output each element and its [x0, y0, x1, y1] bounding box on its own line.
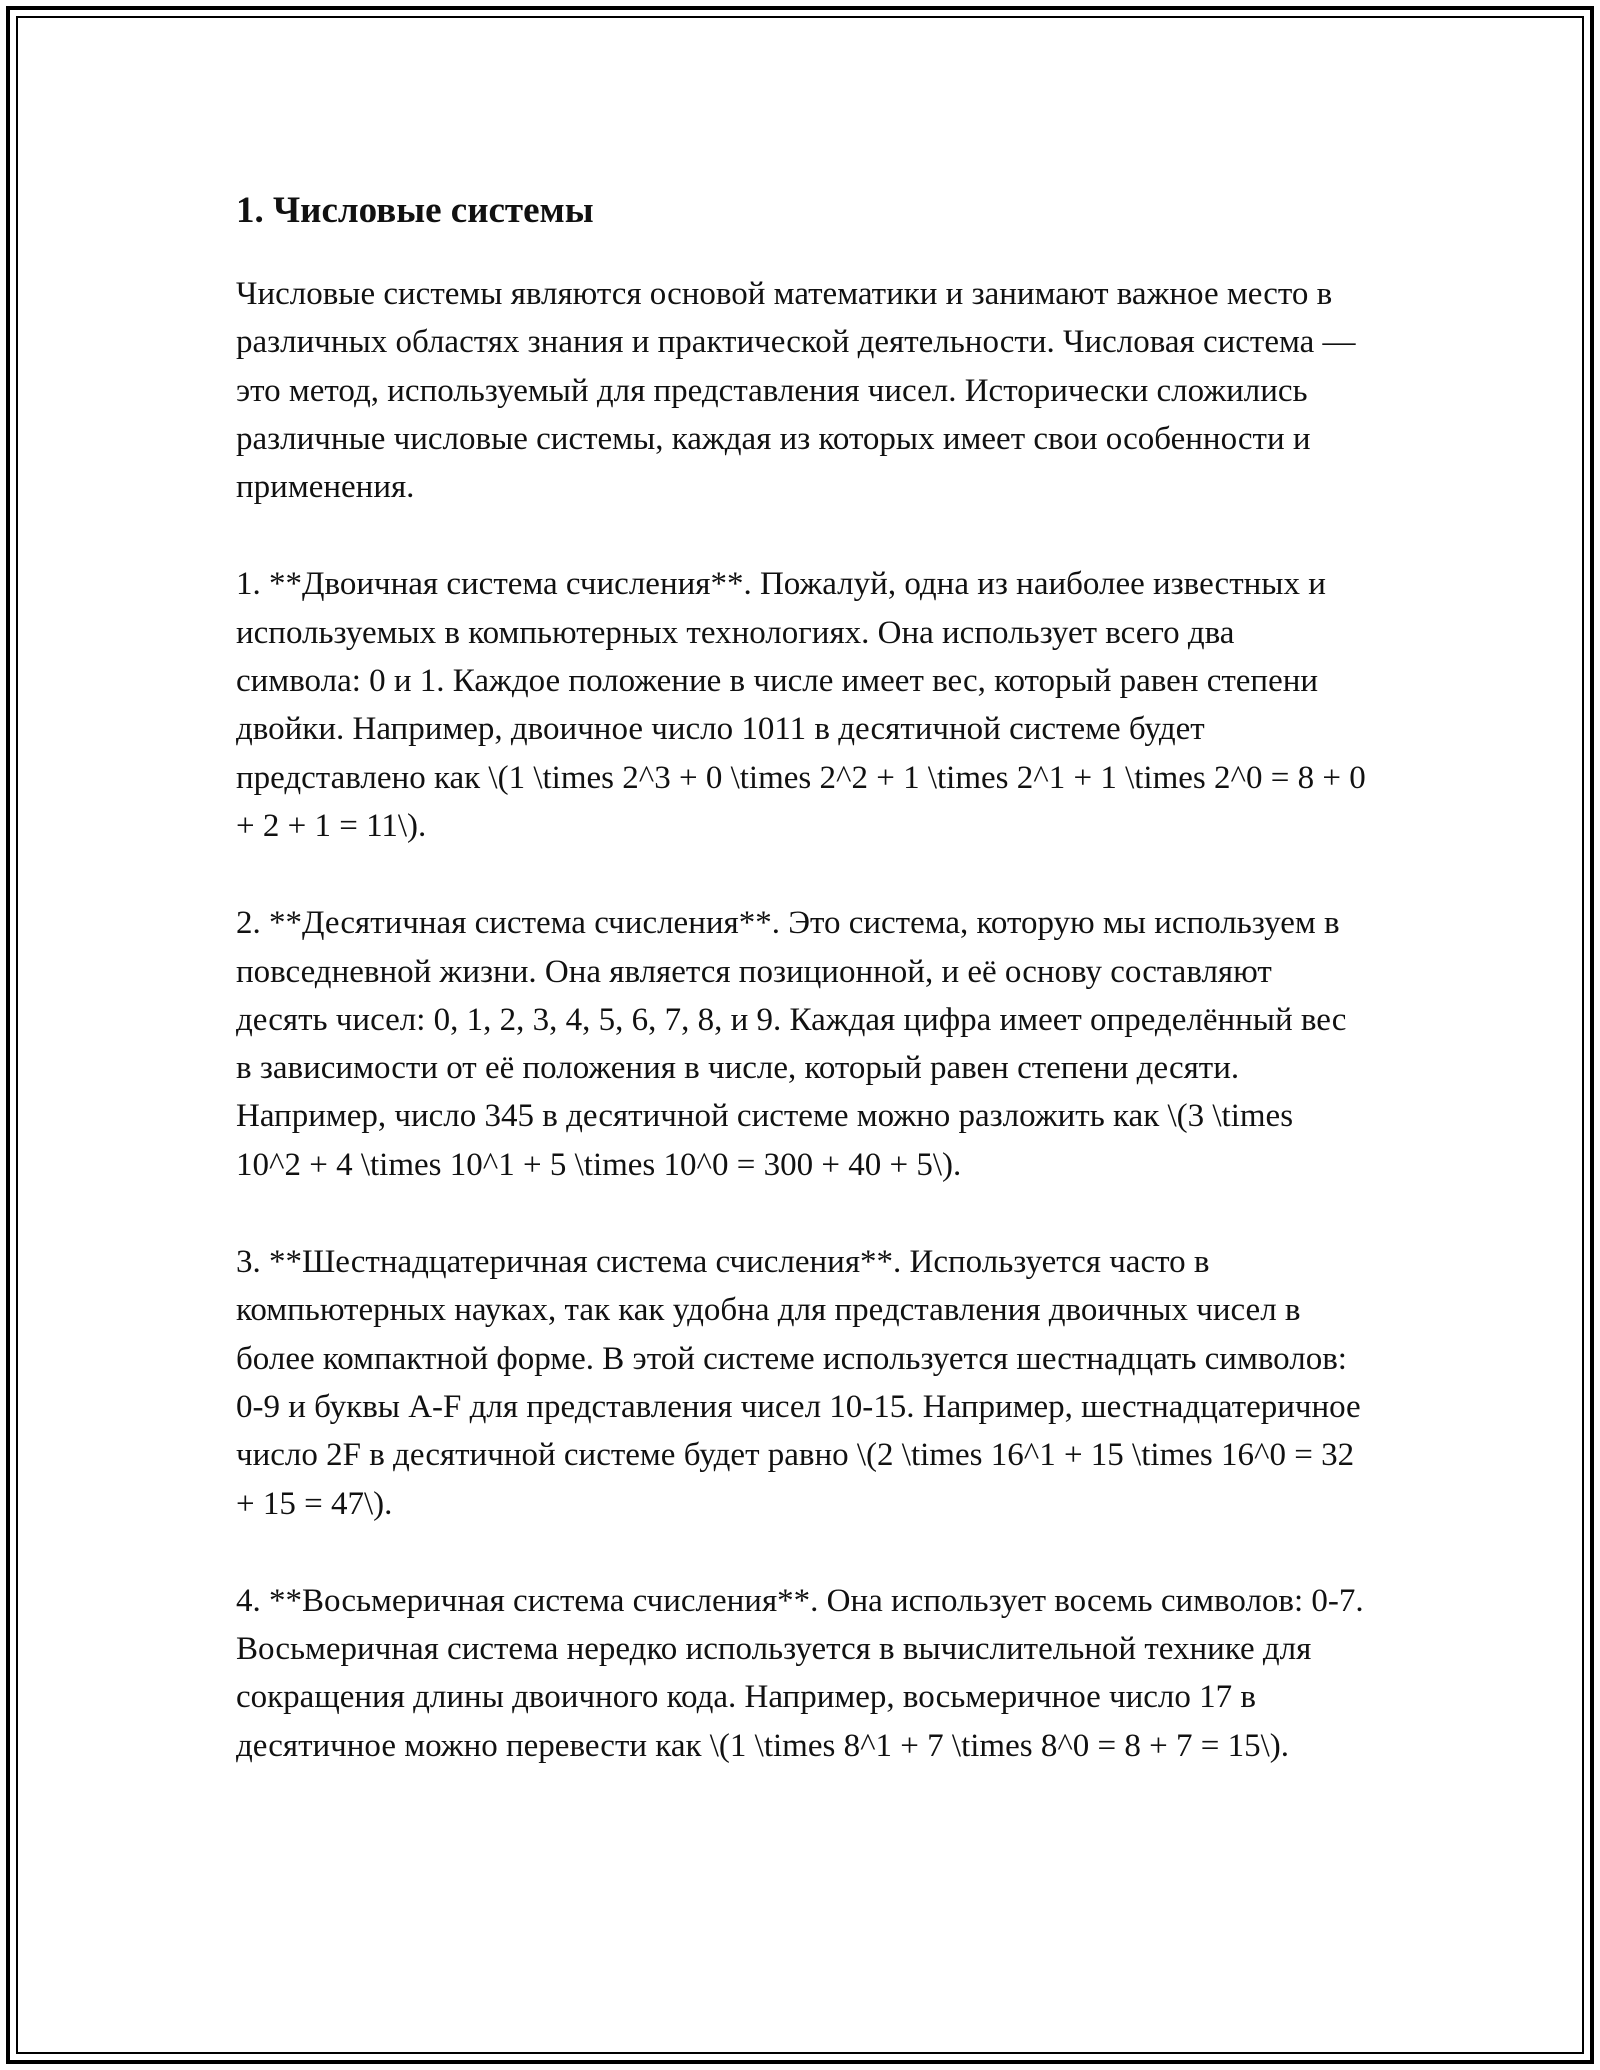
intro-paragraph: Числовые системы являются основой математики и занимают важное место в различных областях знания и практической деятельности. Числовая система — это метод, используемый для представления чисел. Исторически сложились различные числовые системы, каждая из которых имеет свои особенности и применения.	[236, 276, 1356, 506]
page-title: 1. Числовые системы	[236, 190, 594, 231]
decimal-system-paragraph: 2. **Десятичная система счисления**. Это система, которую мы используем в повседневной жизни. Она является позиционной, и её основу составляют десять чисел: 0, 1, 2, 3, 4, 5, 6, 7, 8, и 9. Каждая цифра имеет определённый вес в зависимости от её положения в числе, который равен степени десяти. Например, число 345 в десятичной системе можно разложить как \(3 \times 10^2 + 4 \times 10^1 + 5 \times 10^0 = 300 + 40 + 5\).	[236, 905, 1347, 1183]
octal-system-paragraph: 4. **Восьмеричная система счисления**. Она использует восемь символов: 0-7. Восьмеричная система нередко используется в вычислительной технике для сокращения длины двоичного кода. Например, восьмеричное число 17 в десятичное можно перевести как \(1 \times 8^1 + 7 \times 8^0 = 8 + 7 = 15\).	[236, 1582, 1364, 1764]
document-body	[236, 186, 1366, 1819]
hexadecimal-system-paragraph: 3. **Шестнадцатеричная система счисления**. Используется часто в компьютерных науках, так как удобна для представления двоичных чисел в более компактной форме. В этой системе используется шестнадцать символов: 0-9 и буквы A-F для представления чисел 10-15. Например, шестнадцатеричное число 2F в десятичной системе будет равно \(2 \times 16^1 + 15 \times 16^0 = 32 + 15 = 47\).	[236, 1244, 1361, 1522]
binary-system-paragraph: 1. **Двоичная система счисления**. Пожалуй, одна из наиболее известных и используемых в компьютерных технологиях. Она использует всего два символа: 0 и 1. Каждое положение в числе имеет вес, который равен степени двойки. Например, двоичное число 1011 в десятичной системе будет представлено как \(1 \times 2^3 + 0 \times 2^2 + 1 \times 2^1 + 1 \times 2^0 = 8 + 0 + 2 + 1 = 11\).	[236, 566, 1366, 844]
